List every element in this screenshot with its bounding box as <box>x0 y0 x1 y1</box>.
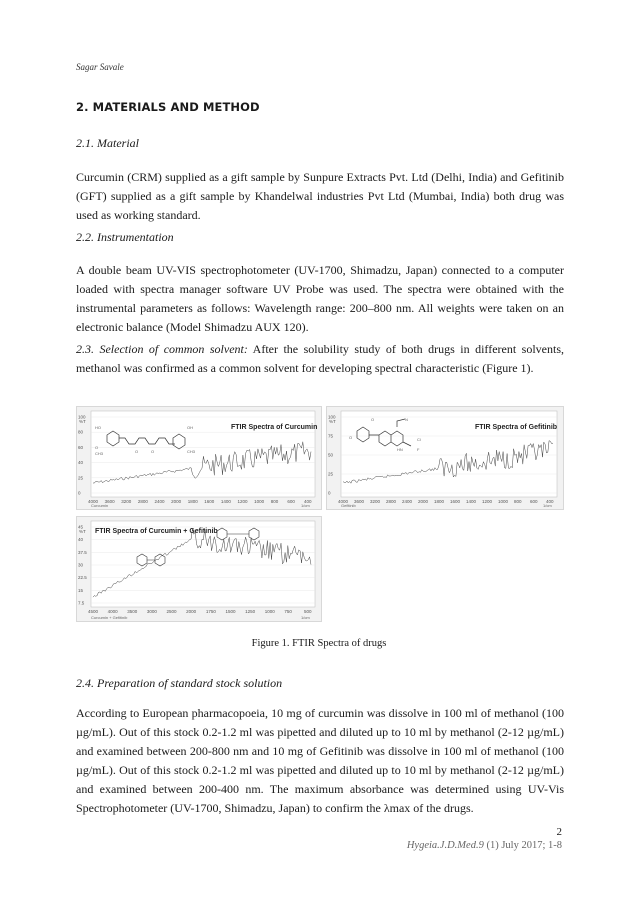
x-tick-label: 400 <box>546 499 554 504</box>
paragraph-solvent-selection <box>76 340 564 378</box>
x-tick-label: 2000 <box>186 609 197 614</box>
x-tick-label: 600 <box>287 499 295 504</box>
struct-label: CH3 <box>95 451 104 456</box>
x-tick-label: 4000 <box>88 499 99 504</box>
ftir-spectrum-combined-plot <box>77 517 321 621</box>
x-tick-label: 400 <box>304 499 312 504</box>
y-tick-label: 0 <box>328 490 331 496</box>
x-tick-label: 3500 <box>127 609 138 614</box>
solvent-body: After the solubility study of both drugs in different solvents, methanol was confirmed as a common solvent for developing spectral characteristic (Figure 1). <box>76 342 564 375</box>
x-unit-label: 1/cm <box>301 615 310 620</box>
x-tick-label: 2000 <box>418 499 429 504</box>
struct-label: N <box>405 417 408 422</box>
struct-label: F <box>417 447 420 452</box>
x-tick-label: 2000 <box>171 499 182 504</box>
x-tick-label: 1500 <box>225 609 236 614</box>
x-tick-label: 2800 <box>386 499 397 504</box>
struct-label: OH <box>187 425 193 430</box>
paragraph-stock-solution: According to European pharmacopoeia, 10 mg of curcumin was dissolve in 100 ml of methanol (100 µg/mL). Out of this stock 0.2-1.2 ml was pipetted and diluted up to 10 ml by methanol (2-12 µg/mL) and examined between 200-800 nm and 10 mg of Gefitinib was dissolve in 100 ml of methanol (100 µg/mL). Out of this stock 0.2-1.2 ml was pipetted and diluted up to 10 ml by methanol (2-12 µg/mL) and examined between 200-400 nm. The maximum absorbance was determined using UV-Vis Spectrophotometer (UV-1700, Shimadzu, Japan) to confirm the λmax of the drugs. <box>76 706 564 815</box>
y-tick-label: 30 <box>78 562 84 568</box>
y-tick-label: 25 <box>78 475 84 481</box>
paragraph-material: Curcumin (CRM) supplied as a gift sample by Sunpure Extracts Pvt. Ltd (Delhi, India) and Gefitinib (GFT) supplied as a gift sample by Khandelwal industries Pvt Ltd (Mumbai, India) both drug was used as working standard. <box>76 170 564 222</box>
subsection-title-instrumentation: 2.2. Instrumentation <box>76 230 174 244</box>
section-heading: 2. MATERIALS AND METHOD <box>76 100 260 114</box>
y-axis-label: %T <box>79 419 86 424</box>
y-tick-label: 37.5 <box>78 549 87 555</box>
y-tick-label: 25 <box>328 471 334 477</box>
x-tick-label: 500 <box>304 609 312 614</box>
x-tick-label: 3200 <box>121 499 132 504</box>
ftir-spectrum-curcumin-plot <box>77 407 321 509</box>
x-tick-label: 1400 <box>220 499 231 504</box>
y-tick-label: 45 <box>78 524 84 530</box>
struct-label: HN <box>397 447 403 452</box>
x-tick-label: 3600 <box>104 499 115 504</box>
sample-label: Curcumin <box>91 503 109 508</box>
x-tick-label: 4000 <box>107 609 118 614</box>
struct-label: CH3 <box>187 449 196 454</box>
journal-name: Hygeia.J.D.Med. <box>406 840 479 851</box>
y-tick-label: 80 <box>78 429 84 435</box>
x-tick-label: 1600 <box>204 499 215 504</box>
ftir-title-combined: FTIR Spectra of Curcumin + Gefitinib <box>95 528 218 535</box>
ftir-panel-curcumin <box>76 406 322 510</box>
journal-volume: 9 <box>478 840 484 851</box>
x-tick-label: 1200 <box>237 499 248 504</box>
struct-label: O <box>349 435 353 440</box>
x-tick-label: 1000 <box>254 499 265 504</box>
figure-caption: Figure 1. FTIR Spectra of drugs <box>251 638 387 649</box>
page-number: 2 <box>556 826 562 838</box>
y-tick-label: 0 <box>78 490 81 496</box>
ftir-spectrum-gefitinib-plot <box>327 407 563 509</box>
ftir-title-gefitinib: FTIR Spectra of Gefitinib <box>475 424 558 431</box>
ftir-panel-gefitinib <box>326 406 564 510</box>
x-unit-label: 1/cm <box>301 503 310 508</box>
x-tick-label: 4500 <box>88 609 99 614</box>
x-unit-label: 1/cm <box>543 503 552 508</box>
y-tick-label: 60 <box>78 444 84 450</box>
x-tick-label: 1800 <box>434 499 445 504</box>
y-tick-label: 40 <box>78 537 84 543</box>
journal-citation <box>407 840 562 851</box>
x-tick-label: 800 <box>514 499 522 504</box>
x-tick-label: 4000 <box>338 499 349 504</box>
y-tick-label: 22.5 <box>78 575 87 581</box>
y-tick-label: 75 <box>328 433 334 439</box>
x-tick-label: 800 <box>270 499 279 504</box>
struct-label: Cl <box>417 437 421 442</box>
x-tick-label: 3600 <box>354 499 365 504</box>
y-tick-label: 15 <box>78 587 84 593</box>
y-axis-label: %T <box>329 419 336 424</box>
ftir-title-curcumin: FTIR Spectra of Curcumin <box>231 424 318 431</box>
y-tick-label: 40 <box>78 460 84 466</box>
struct-label: O <box>135 449 139 454</box>
x-tick-label: 2400 <box>154 499 165 504</box>
sample-label: Gefitinib <box>341 503 356 508</box>
struct-label: O <box>371 417 375 422</box>
x-tick-label: 1000 <box>264 609 275 614</box>
x-tick-label: 1800 <box>187 499 198 504</box>
paragraph-instrumentation: A double beam UV-VIS spectrophotometer (UV-1700, Shimadzu, Japan) connected to a computer loaded with spectra manager software UV Probe was used. The spectra were obtained with the instrumental parameters as follows: Wavelength range: 200–800 nm. All weights were taken on an electronic balance (Model Shimadzu AUX 120). <box>76 263 564 334</box>
x-tick-label: 1600 <box>450 499 461 504</box>
x-tick-label: 1000 <box>498 499 509 504</box>
x-tick-label: 3200 <box>370 499 381 504</box>
ftir-panel-combined <box>76 516 322 622</box>
x-tick-label: 2400 <box>402 499 413 504</box>
y-tick-label: 50 <box>328 452 334 458</box>
sample-label: Curcumin + Gefitinib <box>91 615 128 620</box>
y-tick-label: 7.5 <box>78 600 85 606</box>
x-tick-label: 3000 <box>146 609 157 614</box>
running-header-author: Sagar Savale <box>76 62 124 72</box>
subsection-title-material: 2.1. Material <box>76 136 139 150</box>
y-axis-label: %T <box>79 529 86 534</box>
struct-label: HO <box>95 425 101 430</box>
struct-label: O <box>95 445 99 450</box>
x-tick-label: 750 <box>284 609 292 614</box>
x-tick-label: 1400 <box>466 499 477 504</box>
subsection-title-stock: 2.4. Preparation of standard stock solution <box>76 676 283 690</box>
x-tick-label: 600 <box>530 499 538 504</box>
y-tick-label: 100 <box>78 414 86 420</box>
x-tick-label: 1200 <box>482 499 493 504</box>
y-tick-label: 100 <box>328 414 336 420</box>
x-tick-label: 1250 <box>245 609 256 614</box>
journal-issue: (1) July 2017; 1-8 <box>483 840 562 851</box>
subsection-title-solvent: 2.3. Selection of common solvent: <box>76 342 248 356</box>
x-tick-label: 2800 <box>137 499 148 504</box>
x-tick-label: 2500 <box>166 609 177 614</box>
struct-label: O <box>151 449 155 454</box>
x-tick-label: 1750 <box>205 609 216 614</box>
